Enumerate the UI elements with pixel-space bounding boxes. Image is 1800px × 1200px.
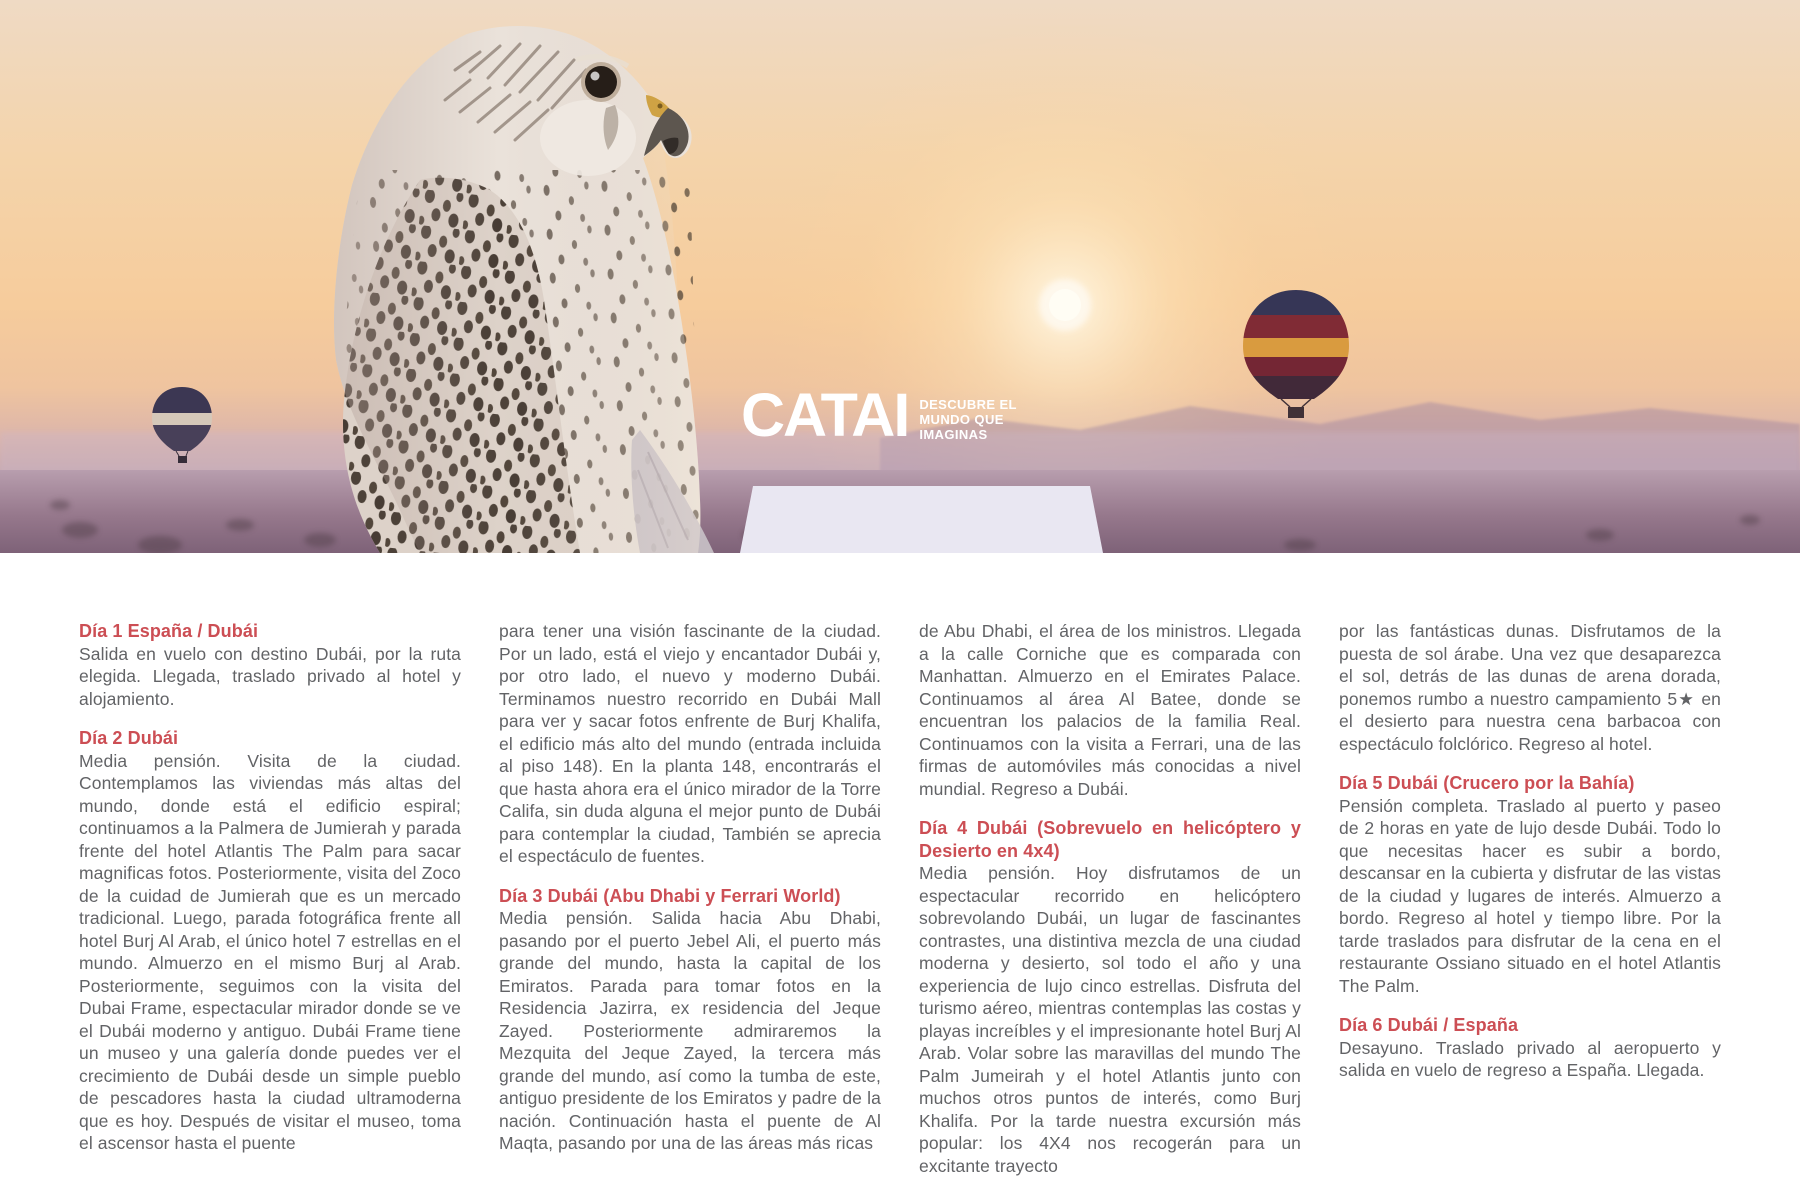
day-6-heading: Día 6 Dubái / España	[1339, 1015, 1519, 1035]
itinerary-column-1	[79, 620, 461, 1177]
logo-tagline	[919, 389, 1017, 442]
falcon-illustration	[334, 26, 714, 553]
day-5-heading: Día 5 Dubái (Crucero por la Bahía)	[1339, 773, 1635, 793]
hero-scene	[0, 0, 1800, 553]
day-1-paragraph: Salida en vuelo con destino Dubái, por la ruta elegida. Llegada, traslado privado al hotel y alojamiento.	[79, 643, 461, 709]
day-5-paragraph: Pensión completa. Traslado al puerto y paseo de 2 horas en yate de lujo desde Dubái. Todo lo que necesitas hacer es subir a bordo, descansar en la cubierta y disfrutar de las vistas de la ciudad y lugares de interés. Almuerzo a bordo. Regreso al hotel y tiempo libre. Por la tarde traslados para disfrutar de la cena en el restaurante Ossiano situado en el hotel Atlantis The Palm.	[1339, 795, 1721, 996]
itinerary-column-2	[499, 620, 881, 1177]
tagline-line-1: DESCUBRE EL	[919, 397, 1017, 412]
tagline-line-2: MUNDO QUE	[919, 412, 1004, 427]
catai-logo-text: CATAI	[741, 381, 909, 449]
itinerary-column-4	[1339, 620, 1721, 1177]
day-3-paragraph-continued: de Abu Dhabi, el área de los ministros. Llegada a la calle Corniche que es comparada con Manhattan. Almuerzo en el Emirates Palace. Continuamos al área Al Batee, donde se encuentran los palacios de la familia Real. Continuamos con la visita a Ferrari, una de las firmas de automóviles más conocidas a nivel mundial. Regreso a Dubái.	[919, 621, 1301, 799]
trapezoid-overlay	[740, 486, 1103, 553]
hero-image	[0, 0, 1800, 553]
day-2-heading: Día 2 Dubái	[79, 728, 179, 748]
day-4-paragraph-continued: por las fantásticas dunas. Disfrutamos de la puesta de sol árabe. Una vez que desaparezca el sol, detrás de las dunas de arena dorada, ponemos rumbo a nuestro campamiento 5★ en el desierto para nuestra cena barbacoa con espectáculo folclórico. Regreso al hotel.	[1339, 621, 1721, 754]
catai-logo	[741, 381, 1017, 449]
tagline-line-3: IMAGINAS	[919, 427, 988, 442]
day-2-paragraph: Media pensión. Visita de la ciudad. Contemplamos las viviendas más altas del mundo, donde está el edificio espiral; continuamos a la Palmera de Jumierah y parada frente del hotel Atlantis The Palm para sacar magnificas fotos. Posteriormente, visita del Zoco de la cuidad de Jumierah que es un mercado tradicional. Luego, parada fotográfica frente all hotel Burj Al Arab, el único hotel 7 estrellas en el mundo. Almuerzo en el mismo Burj al Arab. Posteriormente, seguimos con la visita del Dubai Frame, espectacular mirador donde se ve el Dubái moderno y antiguo. Dubái Frame tiene un museo y una galería donde puedes ver el crecimiento de Dubái desde un simple pueblo de pescadores hasta la ciudad ultramoderna que es hoy. Después de visitar el museo, toma el ascensor hasta el puente	[79, 750, 461, 1153]
day-3-heading: Día 3 Dubái (Abu Dhabi y Ferrari World)	[499, 885, 841, 906]
itinerary-content	[79, 620, 1721, 1177]
day-6-paragraph: Desayuno. Traslado privado al aeropuerto y salida en vuelo de regreso a España. Llegada.	[1339, 1037, 1721, 1080]
day-4-paragraph: Media pensión. Hoy disfrutamos de un espectacular recorrido en helicóptero sobrevolando Dubái, un lugar de fascinantes contrastes, una distintiva mezcla de una ciudad moderna y desierto, sol todo el año y una experiencia de lujo cinco estrellas. Disfruta del turismo aéreo, mientras contemplas las costas y playas increíbles y el impresionante hotel Burj Al Arab. Volar sobre las maravillas del mundo The Palm Jumeirah y el hotel Atlantis junto con muchos otros puntos de interés, como Burj Khalifa. Por la tarde nuestra excursión más popular: los 4X4 nos recogerán para un excitante trayecto	[919, 863, 1301, 1176]
itinerary-column-3	[919, 620, 1301, 1177]
day-3-paragraph: Media pensión. Salida hacia Abu Dhabi, pasando por el puerto Jebel Ali, el puerto más grande del mundo, hasta la capital de los Emiratos. Parada para tomar fotos en la Residencia Jazirra, ex residencia del Jeque Zayed. Posteriormente admiraremos la Mezquita del Jeque Zayed, la tercera más grande del mundo, así como la tumba de este, antiguo presidente de los Emiratos y padre de la nación. Continuación hasta el puente de Al Maqta, pasando por una de las áreas más ricas	[499, 908, 881, 1153]
day-4-heading: Día 4 Dubái (Sobrevuelo en helicóptero y Desierto en 4x4)	[919, 818, 1301, 861]
day-1-heading: Día 1 España / Dubái	[79, 621, 259, 641]
day-2-paragraph-continued: para tener una visión fascinante de la ciudad. Por un lado, está el viejo y encantador Dubái y, por otro lado, el nuevo y moderno Dubái. Terminamos nuestro recorrido en Dubái Mall para ver y sacar fotos enfrente de Burj Khalifa, el edificio más alto del mundo (entrada incluida al piso 148). En la planta 148, encontrarás el que hasta ahora era el único mirador de la Torre Califa, sin duda alguna el mejor punto de Dubái para contemplar la ciudad, También se aprecia el espectáculo de fuentes.	[499, 621, 881, 866]
